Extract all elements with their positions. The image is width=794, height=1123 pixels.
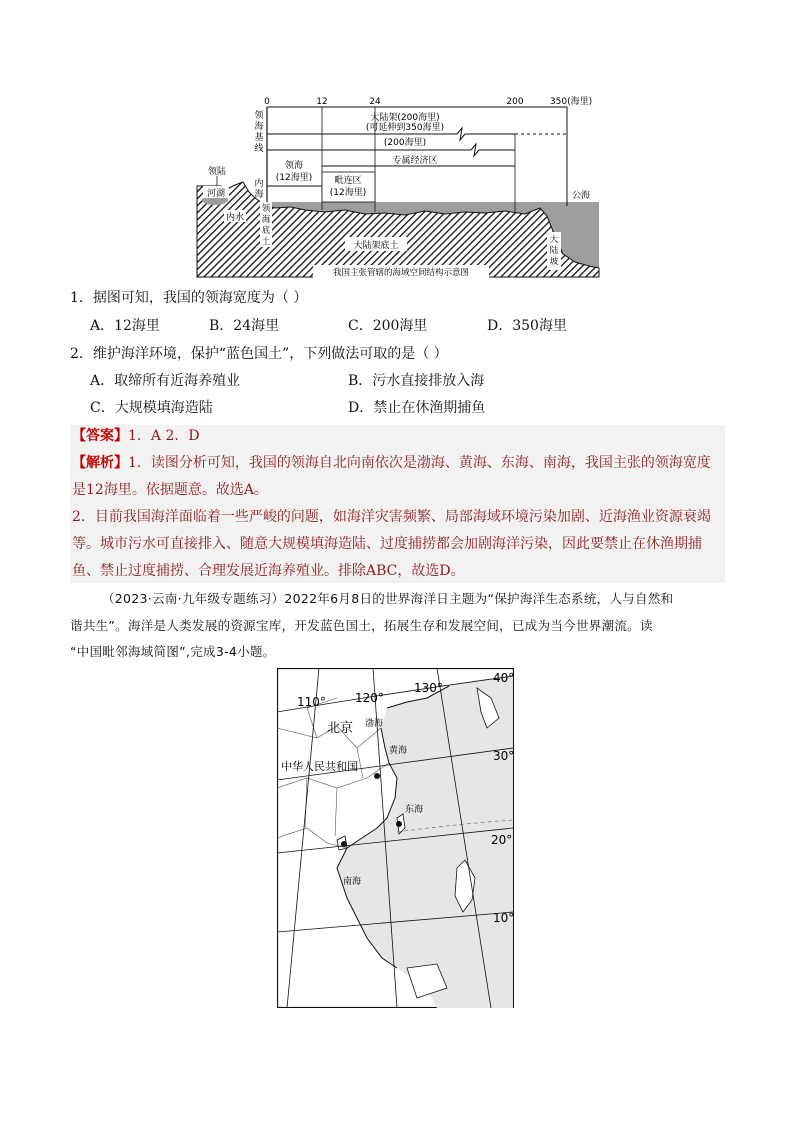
question-2-option-a: A．取缔所有近海养殖业 bbox=[90, 373, 241, 389]
east-sea-label: 东海 bbox=[405, 805, 424, 815]
analysis-line-4: 等。城市污水可直接排入、随意大规模填海造陆、过度捕捞都会加剧海洋污染，因此要禁止在休渔期捕 bbox=[72, 536, 702, 552]
slope-label-3: 坡 bbox=[549, 257, 559, 267]
baseline-label-4: 线 bbox=[254, 144, 264, 154]
intro-line-1: （2023·云南·九年级专题练习）2022年6月8日的世界海洋日主题为“保护海洋生态系统，人与自然和 bbox=[102, 591, 674, 606]
question-1-option-d: D．350海里 bbox=[487, 318, 567, 334]
scale-0: 0 bbox=[264, 97, 270, 107]
baseline-label-1: 领 bbox=[254, 111, 264, 121]
lon-130-label: 130° bbox=[414, 681, 443, 695]
lon-120-label: 120° bbox=[355, 691, 384, 705]
land-label: 领陆 bbox=[207, 167, 227, 177]
china-label: 中华人民共和国 bbox=[281, 760, 358, 773]
contiguous-zone-label-2: (12海里) bbox=[329, 188, 367, 198]
scale-200: 200 bbox=[506, 97, 524, 107]
scale-24: 24 bbox=[369, 97, 381, 107]
beijing-label: 北京 bbox=[327, 721, 354, 736]
china-seas-map bbox=[277, 668, 514, 1008]
intro-line-2: 谐共生”。海洋是人类发展的资源宝库，开发蓝色国土，拓展生存和发展空间，已成为当今世界潮流。读 bbox=[70, 618, 653, 633]
yellow-sea-label: 黄海 bbox=[389, 746, 408, 756]
inner-sea-label-1: 内 bbox=[254, 179, 264, 189]
answer-panel bbox=[70, 425, 725, 583]
shelf-label-2: (可延伸到350海里) bbox=[365, 123, 445, 133]
question-2-stem: 2．维护海洋环境，保护“蓝色国土”，下列做法可取的是（ ） bbox=[70, 346, 448, 362]
question-1-option-b: B．24海里 bbox=[209, 318, 280, 334]
analysis-line-2: 是12海里。依据题意。故选A。 bbox=[72, 482, 268, 498]
lat-40-label: 40° bbox=[493, 671, 514, 685]
question-1-option-a: A．12海里 bbox=[90, 318, 160, 334]
lat-30-label: 30° bbox=[493, 749, 514, 763]
taipei-dot bbox=[396, 821, 402, 827]
contiguous-zone-label-1: 毗连区 bbox=[334, 176, 362, 186]
inland-water-label: 内水 bbox=[225, 213, 245, 223]
eez-label: 专属经济区 bbox=[392, 156, 438, 166]
answer-line bbox=[72, 426, 200, 446]
answer-text: 1．A 2．D bbox=[128, 428, 200, 444]
question-2-option-b: B．污水直接排放入海 bbox=[348, 373, 485, 389]
shelf-soil-label: 大陆架底土 bbox=[353, 241, 399, 251]
lake-label: 河湖 bbox=[206, 189, 226, 199]
seabed-label-1: 领 bbox=[261, 204, 271, 214]
territorial-sea-label-2: (12海里) bbox=[275, 173, 313, 183]
scale-12: 12 bbox=[316, 97, 328, 107]
scale-350: 350(海里) bbox=[549, 97, 593, 107]
shelf-label-1: 大陆架(200海里) bbox=[370, 113, 440, 123]
lat-20-label: 20° bbox=[491, 833, 513, 847]
diagram-caption: 我国主张管辖的海域空间结构示意图 bbox=[332, 268, 470, 278]
seabed-label-3: 底 bbox=[261, 226, 271, 236]
maritime-zones-diagram bbox=[195, 94, 601, 284]
baseline-label-2: 海 bbox=[254, 122, 264, 132]
intro-line-3: “中国毗邻海域简图”,完成3-4小题。 bbox=[70, 644, 276, 659]
analysis-tag: 【解析】 bbox=[72, 455, 128, 471]
guangzhou-dot bbox=[341, 841, 347, 847]
question-2-option-c: C．大规模填海造陆 bbox=[90, 400, 213, 416]
answer-tag: 【答案】 bbox=[72, 428, 128, 444]
shanghai-dot bbox=[374, 773, 380, 779]
bohai-label: 渤海 bbox=[365, 719, 384, 729]
baseline-label-3: 基 bbox=[254, 133, 264, 143]
lon-110-label: 110° bbox=[297, 695, 326, 709]
analysis-line-5: 鱼、禁止过度捕捞、合理发展近海养殖业。排除ABC，故选D。 bbox=[72, 563, 465, 579]
analysis-text-1: 1．读图分析可知，我国的领海自北向南依次是渤海、黄海、东海、南海，我国主张的领海宽度 bbox=[128, 455, 711, 471]
lat-10-label: 10° bbox=[493, 911, 514, 925]
inner-sea-label-2: 海 bbox=[254, 190, 264, 200]
analysis-line-3: 2．目前我国海洋面临着一些严峻的问题，如海洋灾害频繁、局部海域环境污染加剧、近海渔业资源衰竭 bbox=[72, 509, 711, 525]
slope-label-1: 大 bbox=[549, 235, 559, 245]
seabed-label-2: 海 bbox=[261, 215, 271, 225]
territorial-sea-label-1: 领海 bbox=[284, 161, 304, 171]
question-1-option-c: C．200海里 bbox=[348, 318, 428, 334]
question-1-stem: 1．据图可知，我国的领海宽度为（ ） bbox=[70, 290, 308, 306]
high-seas-label: 公海 bbox=[571, 191, 591, 201]
seabed-label-4: 土 bbox=[261, 237, 271, 247]
slope-label-2: 陆 bbox=[549, 246, 559, 256]
analysis-line-1 bbox=[72, 453, 711, 473]
question-2-option-d: D．禁止在休渔期捕鱼 bbox=[348, 400, 486, 416]
eez-extent-label: (200海里) bbox=[383, 138, 427, 148]
south-sea-label: 南海 bbox=[343, 877, 362, 887]
